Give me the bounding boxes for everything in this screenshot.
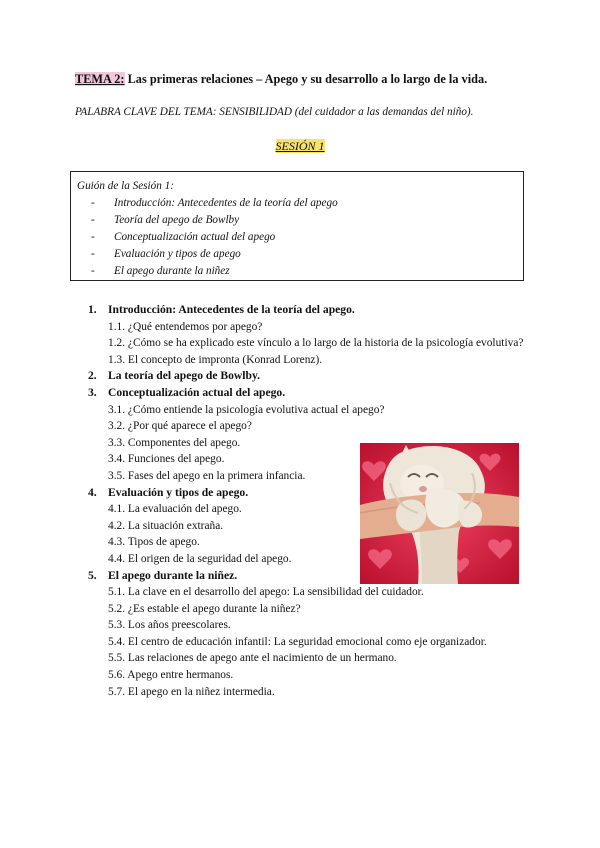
subsection-item: 1.2. ¿Cómo se ha explicado este vínculo a lo largo de la historia de la psicología evolutiva? <box>108 337 524 350</box>
subsection-item: 4.4. El origen de la seguridad del apego. <box>108 552 292 565</box>
section-title: Introducción: Antecedentes de la teoría del apego. <box>108 303 355 316</box>
guide-item: - Evaluación y tipos de apego <box>77 246 517 263</box>
outline-section-2 <box>88 368 528 385</box>
tema-label: TEMA 2: <box>75 72 125 86</box>
subsection-item: 4.3. Tipos de apego. <box>108 536 200 549</box>
section-number: 3. <box>88 385 97 399</box>
keyword-line: PALABRA CLAVE DEL TEMA: SENSIBILIDAD (del cuidador a las demandas del niño). <box>75 106 474 118</box>
subsection-item: 5.5. Las relaciones de apego ante el nacimiento de un hermano. <box>108 652 397 665</box>
section-heading <box>88 368 528 385</box>
guide-title: Guión de la Sesión 1: <box>77 180 174 192</box>
guide-item: - Introducción: Antecedentes de la teoría del apego <box>77 195 517 212</box>
section-number: 5. <box>88 568 97 582</box>
subsection-item: 5.2. ¿Es estable el apego durante la niñez? <box>108 602 301 615</box>
guide-item: - Conceptualización actual del apego <box>77 229 517 246</box>
outline-section-1 <box>88 302 528 368</box>
guide-item: - Teoría del apego de Bowlby <box>77 212 517 229</box>
photo-illustration <box>360 443 519 584</box>
subsection-item: 1.1. ¿Qué entendemos por apego? <box>108 320 263 333</box>
outline-section-5 <box>88 568 528 701</box>
subsection-item: 3.5. Fases del apego en la primera infancia. <box>108 469 306 482</box>
subsection-item: 5.7. El apego en la niñez intermedia. <box>108 685 275 698</box>
section-title: El apego durante la niñez. <box>108 568 238 582</box>
cat-hugging-arm-photo <box>360 443 519 584</box>
subsection-item: 5.3. Los años preescolares. <box>108 619 231 632</box>
session-heading <box>0 139 600 154</box>
guide-list <box>77 195 517 280</box>
section-heading <box>88 302 528 319</box>
session-label: SESIÓN 1 <box>275 139 325 153</box>
subsection-item: 3.4. Funciones del apego. <box>108 453 225 466</box>
guide-item: - El apego durante la niñez <box>77 263 517 280</box>
subsection-item: 3.1. ¿Cómo entiende la psicología evolutiva actual el apego? <box>108 403 385 416</box>
section-number: 2. <box>88 369 97 383</box>
document-title <box>75 72 535 87</box>
subsection-item: 5.1. La clave en el desarrollo del apego: La sensibilidad del cuidador. <box>108 586 424 599</box>
section-title: Conceptualización actual del apego. <box>108 385 286 399</box>
title-text: Las primeras relaciones – Apego y su desarrollo a lo largo de la vida. <box>124 72 488 86</box>
session-guide-box <box>70 171 524 281</box>
section-number: 1. <box>88 303 97 316</box>
subsection-item: 5.4. El centro de educación infantil: La seguridad emocional como eje organizador. <box>108 635 487 648</box>
section-title: Evaluación y tipos de apego. <box>108 485 249 499</box>
section-title: La teoría del apego de Bowlby. <box>108 369 261 383</box>
subsection-item: 3.2. ¿Por qué aparece el apego? <box>108 420 252 433</box>
section-number: 4. <box>88 485 97 499</box>
subsection-item: 5.6. Apego entre hermanos. <box>108 669 234 682</box>
subsection-item: 3.3. Componentes del apego. <box>108 436 241 449</box>
subsection-item: 4.1. La evaluación del apego. <box>108 503 242 516</box>
subsection-item: 4.2. La situación extraña. <box>108 519 224 532</box>
subsection-item: 1.3. El concepto de impronta (Konrad Lorenz). <box>108 353 323 366</box>
section-heading <box>88 385 528 402</box>
